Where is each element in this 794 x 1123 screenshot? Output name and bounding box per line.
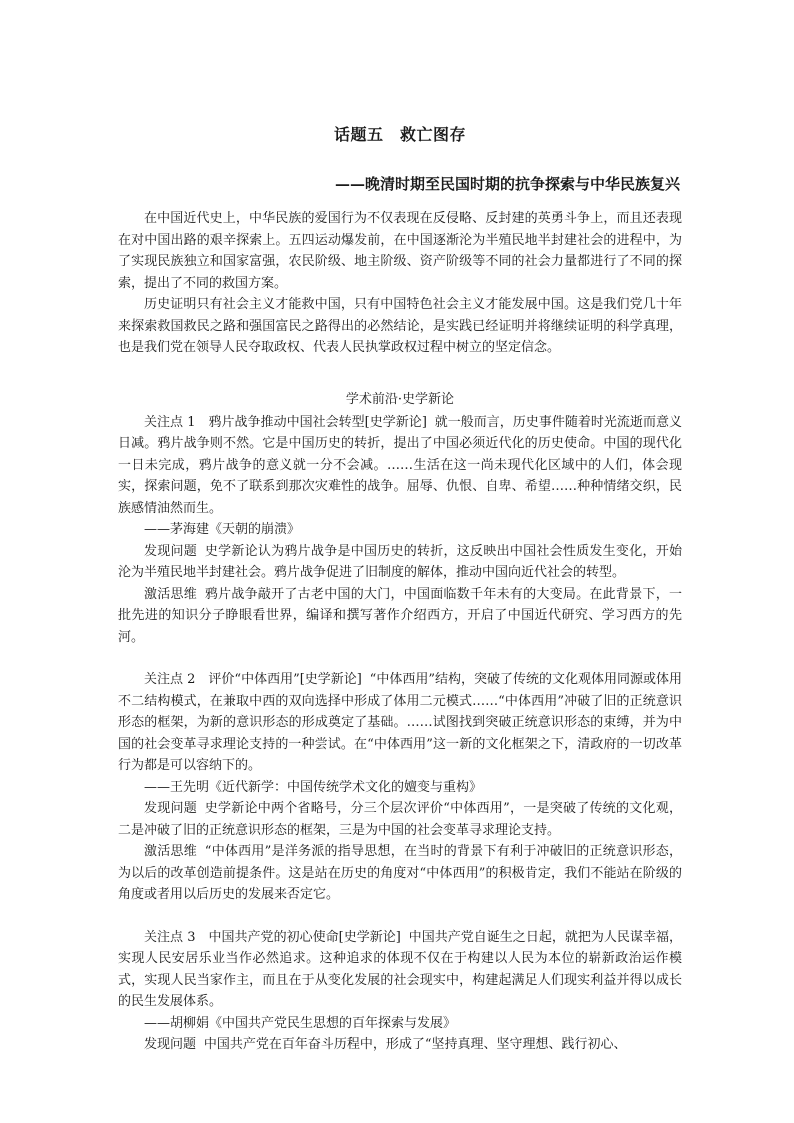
point-3-label: 关注点 3 中国共产党的初心使命[史学新论] xyxy=(144,929,401,945)
intro-paragraph-1: 在中国近代史上，中华民族的爱国行为不仅表现在反侵略、反封建的英勇斗争上，而且还表现在对中国出路的艰辛探索上。五四运动爆发前，在中国逐渐沦为半殖民地半封建社会的进程中，为了实现民族独立和国家富强，农民阶级、地主阶级、资产阶级等不同的社会力量都进行了不同的探索，提出了不同的救国方案。 xyxy=(118,211,682,291)
point-3-paragraph xyxy=(118,927,682,1013)
spacer xyxy=(118,906,682,927)
point-2-citation: ——王先明《近代新学：中国传统学术文化的嬗变与重构》 xyxy=(144,779,483,795)
point-1-paragraph xyxy=(118,412,682,520)
point-3-find-text: 中国共产党在百年奋斗历程中，形成了“坚持真理、坚守理想、践行初心、 xyxy=(203,1037,627,1052)
point-1-find-text: 史学新论认为鸦片战争是中国历史的转折，这反映出中国社会性质发生变化，开始沦为半殖民地半封建社会。鸦片战争促进了旧制度的解体，推动中国向近代社会的转型。 xyxy=(118,543,682,580)
intro-paragraph-2: 历史证明只有社会主义才能救中国，只有中国特色社会主义才能发展中国。这是我们党几十年来探索救国救民之路和强国富民之路得出的必然结论，是实践已经证明并将继续证明的科学真理，也是我们党在领导人民夺取政权、代表人民执掌政权过程中树立的坚定信念。 xyxy=(118,297,682,355)
point-2-text: “中体西用”结构，突破了传统的文化观体用同源或体用不二结构模式，在兼取中西的双向选择中形成了体用二元模式……“中体西用”冲破了旧的正统意识形态的框架，为新的意识形态的形成奠定了基础。……试图找到突破正统意识形态的束缚，并为中国的社会变革寻求理论支持的一种尝试。在“中体西用”这一新的文化框架之下，清政府的一切改革行为都是可以容纳下的。 xyxy=(118,672,683,773)
point-1-think-text: 鸦片战争敲开了古老中国的大门，中国面临数千年未有的大变局。在此背景下，一批先进的知识分子睁眼看世界，编译和撰写著作介绍西方，开启了中国近代研究、学习西方的先河。 xyxy=(118,586,682,645)
point-3-find xyxy=(118,1034,682,1056)
point-2-think-label: 激活思维 xyxy=(144,844,197,859)
point-2-find-text: 史学新论中两个省略号，分三个层次评价“中体西用”，一是突破了传统的文化观，二是冲破了旧的正统意识形态的框架，三是为中国的社会变革寻求理论支持。 xyxy=(118,801,682,838)
point-3-citation: ——胡柳娟《中国共产党民生思想的百年探索与发展》 xyxy=(144,1015,457,1031)
point-3-find-label: 发现问题 xyxy=(144,1037,197,1052)
point-2-find-label: 发现问题 xyxy=(144,801,197,816)
point-1-think-label: 激活思维 xyxy=(144,586,198,602)
point-1-find xyxy=(118,541,682,584)
page-title: 话题五 救亡图存 xyxy=(333,125,466,144)
point-1-text: 就一般而言，历史事件随着时光流逝而意义日减。鸦片战争则不然。它是中国历史的转折，提出了中国必须近代化的历史使命。中国的现代化一日未完成，鸦片战争的意义就一分不会减。……生活在这一尚未现代化区域中的人们，体会现实，探索问题，免不了联系到那次灾难性的战争。屈辱、仇恨、自卑、希望……种种情绪交织，民族感情油然而生。 xyxy=(118,414,682,516)
point-1-citation: ——茅海建《天朝的崩溃》 xyxy=(144,522,301,537)
point-1-find-label: 发现问题 xyxy=(144,543,198,559)
point-2-paragraph xyxy=(118,669,682,777)
section-title: 学术前沿·史学新论 xyxy=(345,391,455,407)
point-3-text: 中国共产党自诞生之日起，就把为人民谋幸福，实现人民安居乐业当作必然追求。这种追求的体现不仅在于构建以人民为本位的崭新政治运作模式，实现人民当家作主，而且在于从变化发展的社会现实中，构建起满足人们现实利益并得以成长的民生发展体系。 xyxy=(118,929,682,1009)
point-1-think xyxy=(118,584,682,649)
point-2-think-text: “中体西用”是洋务派的指导思想，在当时的背景下有利于冲破旧的正统意识形态，为以后的改革创造前提条件。这是站在历史的角度对“中体西用”的积极肯定，我们不能站在阶级的角度或者用以后历史的发展来否定它。 xyxy=(118,844,682,902)
point-2-find xyxy=(118,798,682,841)
spacer xyxy=(118,648,682,669)
point-2-label: 关注点 2 评价“中体西用”[史学新论] xyxy=(144,672,362,687)
point-2-think xyxy=(118,841,682,906)
point-1-label: 关注点 1 鸦片战争推动中国社会转型[史学新论] xyxy=(144,414,427,430)
page-subtitle: ——晚清时期至民国时期的抗争探索与中华民族复兴 xyxy=(334,175,680,193)
